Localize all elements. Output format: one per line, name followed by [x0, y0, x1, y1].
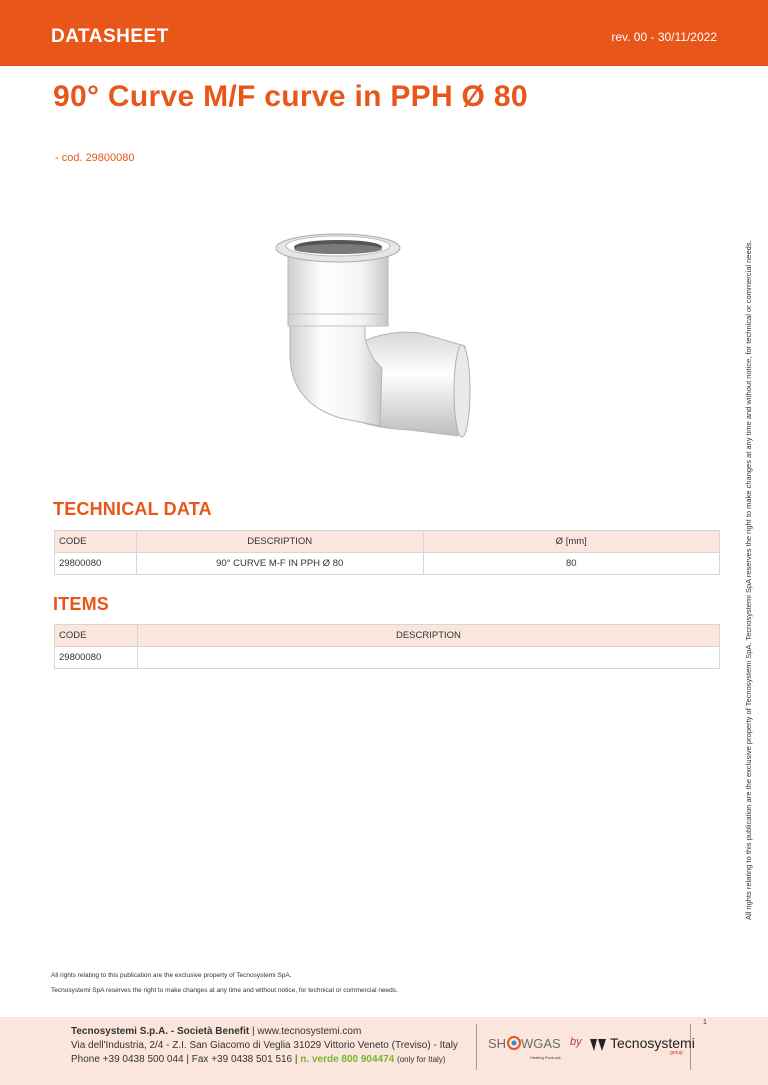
items-title: ITEMS [53, 594, 110, 614]
footer-phone-fax: Phone +39 0438 500 044 | Fax +39 0438 501 516 | [71, 1054, 298, 1065]
items-table [54, 624, 720, 669]
drop-icon [512, 1041, 517, 1046]
column-header-diameter: Ø [mm] [423, 531, 720, 553]
cell-description [137, 647, 719, 669]
showgas-logo [486, 1032, 566, 1062]
footer-contacts [71, 1054, 446, 1065]
by-label: by [570, 1036, 582, 1048]
cell-code: 29800080 [55, 553, 137, 575]
product-title: 90° Curve M/F curve in PPH Ø 80 [53, 80, 528, 113]
product-image-elbow [270, 218, 485, 443]
column-header-description: DESCRIPTION [137, 625, 719, 647]
side-rights-note: All rights relating to this publication are the exclusive property of Tecnosystemi SpA. Tecnosystemi SpA reserves the right to make changes at any time and without notice, for technical or commercial needs. [744, 240, 753, 920]
header-title: DATASHEET [51, 26, 169, 47]
toll-free-number: n. verde 800 904474 [300, 1054, 395, 1065]
showgas-suffix: WGAS [521, 1036, 561, 1051]
cell-description: 90° CURVE M-F IN PPH Ø 80 [136, 553, 423, 575]
table-row [55, 553, 720, 575]
company-website[interactable]: | www.tecnosystemi.com [251, 1026, 362, 1037]
product-code: - cod. 29800080 [55, 152, 135, 164]
table-header-row [55, 625, 720, 647]
showgas-prefix: SH [488, 1036, 507, 1051]
showgas-tagline: Heating Products [530, 1055, 561, 1060]
toll-free-note: (only for Italy) [397, 1055, 446, 1064]
revision-date: rev. 00 - 30/11/2022 [611, 30, 717, 44]
table-row [55, 647, 720, 669]
cell-code: 29800080 [55, 647, 138, 669]
tecnosystemi-logo: Tecnosystemi [610, 1035, 695, 1051]
table-header-row [55, 531, 720, 553]
footer-company-line [71, 1026, 361, 1037]
tecnosystemi-mark-icon [590, 1039, 606, 1051]
technical-data-table [54, 530, 720, 575]
footnote-changes: Tecnosystemi SpA reserves the right to make changes at any time and without notice, for technical or commercial needs. [51, 987, 398, 994]
footer-divider [476, 1024, 477, 1070]
cell-diameter: 80 [423, 553, 720, 575]
page-number: 1 [703, 1019, 707, 1026]
footnote-rights: All rights relating to this publication are the exclusive property of Tecnosystemi SpA. [51, 972, 292, 979]
column-header-description: DESCRIPTION [136, 531, 423, 553]
company-name: Tecnosystemi S.p.A. - Società Benefit [71, 1026, 250, 1037]
technical-data-title: TECHNICAL DATA [53, 499, 212, 519]
tecnosystemi-group-label: group [670, 1050, 683, 1056]
footer-address: Via dell'Industria, 2/4 - Z.I. San Giacomo di Veglia 31029 Vittorio Veneto (Treviso) - Italy [71, 1040, 458, 1051]
column-header-code: CODE [55, 531, 137, 553]
column-header-code: CODE [55, 625, 138, 647]
